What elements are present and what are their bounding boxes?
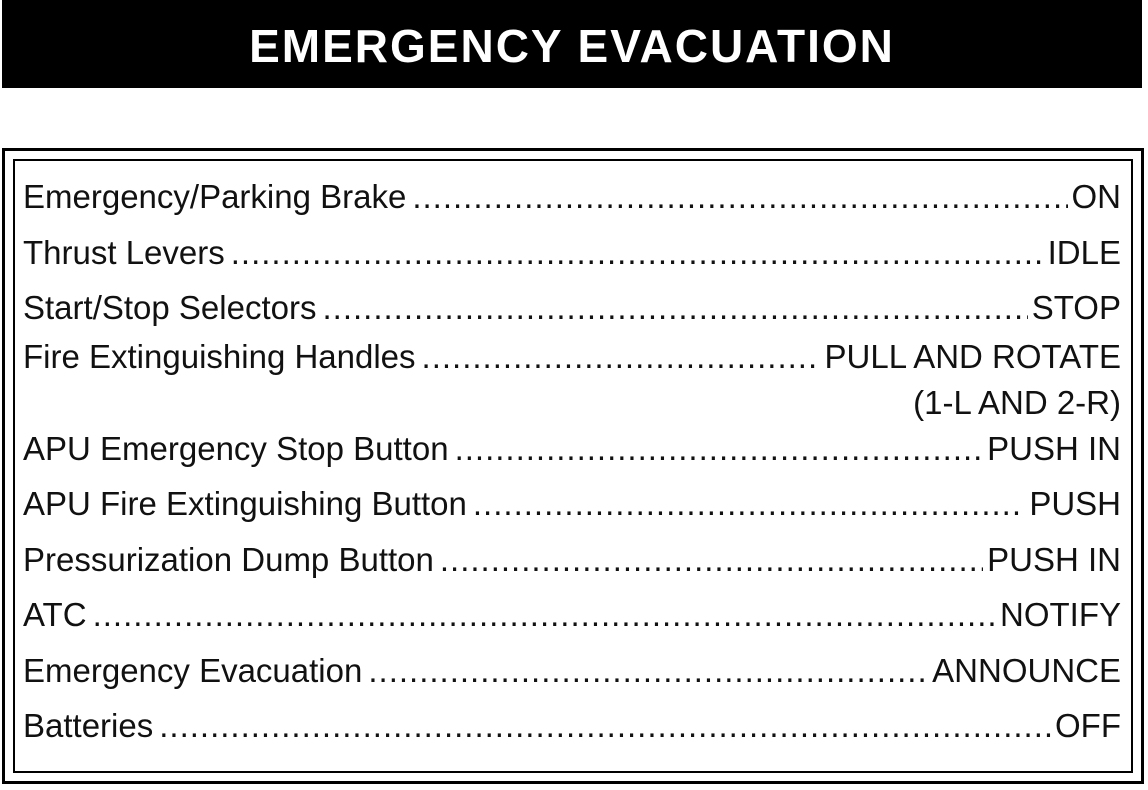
checklist-item-action: OFF <box>1055 707 1121 744</box>
leader-dots <box>422 337 821 377</box>
checklist-item-action: NOTIFY <box>1000 596 1121 633</box>
checklist-item-label: Pressurization Dump Button <box>23 541 434 578</box>
page-title: EMERGENCY EVACUATION <box>249 20 895 72</box>
checklist-row <box>23 177 1121 217</box>
title-bar <box>2 0 1142 88</box>
checklist-item-action: PUSH <box>1029 485 1121 522</box>
checklist-row <box>23 595 1121 635</box>
checklist-item-action: PUSH IN <box>987 541 1121 578</box>
checklist-item-label: Emergency/Parking Brake <box>23 178 407 215</box>
leader-dots <box>440 540 983 580</box>
checklist-item-action: ANNOUNCE <box>932 652 1121 689</box>
checklist-item-label: Start/Stop Selectors <box>23 289 317 326</box>
checklist-row <box>23 337 1121 377</box>
checklist-item-action: PUSH IN <box>987 430 1121 467</box>
checklist-row <box>23 706 1121 746</box>
checklist-item-label: Batteries <box>23 707 154 744</box>
checklist-outer-frame <box>2 148 1144 784</box>
checklist-row <box>23 429 1121 469</box>
checklist-item-label: Fire Extinguishing Handles <box>23 338 416 375</box>
leader-dots <box>473 484 1025 524</box>
leader-dots <box>322 288 1027 328</box>
checklist-item-label: APU Fire Extinguishing Button <box>23 485 467 522</box>
checklist-row <box>23 651 1121 691</box>
checklist-item-label: APU Emergency Stop Button <box>23 430 449 467</box>
checklist-row <box>23 540 1121 580</box>
checklist-item-action: STOP <box>1031 289 1121 326</box>
leader-dots <box>412 177 1067 217</box>
leader-dots <box>159 706 1051 746</box>
checklist-item-label: ATC <box>23 596 87 633</box>
checklist-item-action: IDLE <box>1047 234 1121 271</box>
checklist-row <box>23 233 1121 273</box>
checklist-row <box>23 288 1121 328</box>
checklist-item-action-continuation: (1-L AND 2-R) <box>913 384 1121 421</box>
checklist-item-label: Emergency Evacuation <box>23 652 363 689</box>
checklist-row <box>23 484 1121 524</box>
checklist-item-label: Thrust Levers <box>23 234 225 271</box>
checklist-inner-frame <box>13 159 1133 773</box>
leader-dots <box>93 595 996 635</box>
checklist-item-action: PULL AND ROTATE <box>824 338 1121 375</box>
leader-dots <box>455 429 984 469</box>
checklist-item-action: ON <box>1071 178 1121 215</box>
leader-dots <box>368 651 928 691</box>
leader-dots <box>231 233 1044 273</box>
